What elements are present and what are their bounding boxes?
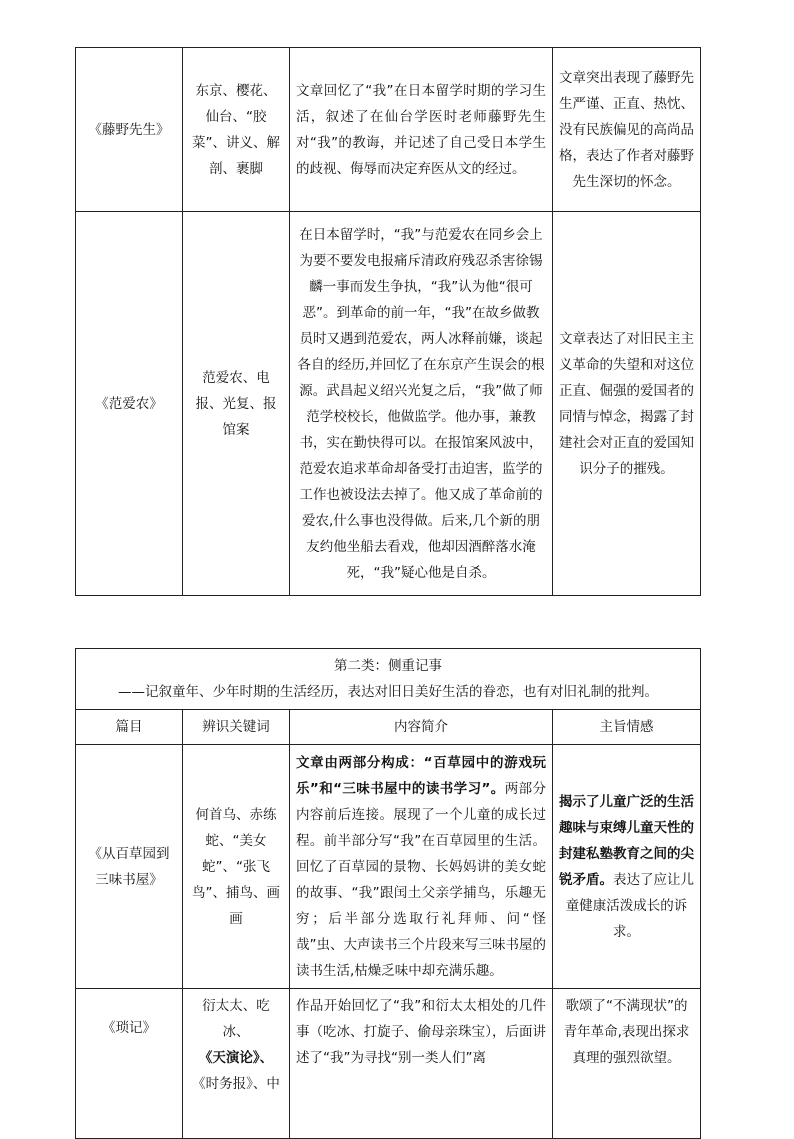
- keywords-cell: [183, 989, 290, 1139]
- theme-cell: [553, 745, 701, 989]
- theme-text: 表达了应让儿童健康活泼成长的诉求。: [565, 871, 694, 940]
- keyword-line: 衍太太、吃冰、: [202, 998, 270, 1040]
- theme-bold: 揭示了儿童广泛的生活趣味与束缚儿童天性的封建私塾教育之间的尖锐矛盾。: [559, 793, 694, 888]
- summary-cell: 文章回忆了“我”在日本留学时期的学习生活，叙述了在仙台学医时老师藤野先生对“我”的教诲，并记述了自己受日本学生的歧视、侮辱而决定弃医从文的经过。: [290, 48, 553, 212]
- work-title: 《琐记》: [76, 989, 183, 1139]
- category-row: [76, 649, 701, 710]
- table-row: [76, 48, 701, 212]
- theme-cell: 文章表达了对旧民主主义革命的失望和对这位正直、倔强的爱国者的同情与悼念，揭露了封建社会对正直的爱国知识分子的摧残。: [553, 212, 701, 596]
- work-title: 《藤野先生》: [76, 48, 183, 212]
- keywords-cell: 范爱农、电报、光复、报馆案: [183, 212, 290, 596]
- work-title: 《范爱农》: [76, 212, 183, 596]
- work-title: 《从百草园到三味书屋》: [76, 745, 183, 989]
- table-row: [76, 212, 701, 596]
- summary-cell: 在日本留学时，“我”与范爱农在同乡会上为要不要发电报痛斥清政府残忍杀害徐锡麟一事而发生争执，“我”认为他“很可恶”。到革命的前一年，“我”在故乡做教员时又遇到范爱农，两人冰释前嫌，谈起各自的经历,并回忆了在东京产生误会的根源。武昌起义绍兴光复之后，“我”做了师范学校校长，他做监学。他办事，兼教书，实在勤快得可以。在报馆案风波中，范爱农追求革命却备受打击迫害，监学的工作也被设法去掉了。他又成了革命前的爱农,什么事也没得做。后来,几个新的朋友约他坐船去看戏，他却因酒醉落水淹死，“我”疑心他是自杀。: [290, 212, 553, 596]
- theme-cell: 文章突出表现了藤野先生严谨、正直、热忱、没有民族偏见的高尚品格，表达了作者对藤野先生深切的怀念。: [553, 48, 701, 212]
- category-subtitle: ——记叙童年、少年时期的生活经历，表达对旧日美好生活的眷恋，也有对旧礼制的批判。: [118, 684, 658, 700]
- summary-bold: 文章由两部分构成：“百草园中的游戏玩乐”和“三味书屋中的读书学习”。: [296, 754, 546, 797]
- table-row: [76, 989, 701, 1139]
- summary-cell: 作品开始回忆了“我”和衍太太相处的几件事（吃冰、打旋子、偷母亲珠宝），后面讲述了“我”为寻找“别一类人们”离: [290, 989, 553, 1139]
- header-cell: 篇目: [76, 710, 183, 745]
- keyword-line: 《时务报》、中: [192, 1076, 280, 1092]
- header-cell: 内容简介: [290, 710, 553, 745]
- category-title: 第二类：侧重记事: [334, 658, 442, 674]
- summary-cell: [290, 745, 553, 989]
- theme-cell: 歌颂了“不满现状”的青年革命,表现出探求真理的强烈欲望。: [553, 989, 701, 1139]
- keyword-line: 《天演论》、: [198, 1050, 274, 1066]
- header-cell: 辨识关键词: [183, 710, 290, 745]
- header-row: [76, 710, 701, 745]
- keywords-cell: 东京、樱花、仙台、“胶菜”、讲义、解剖、裹脚: [183, 48, 290, 212]
- works-table-2: [75, 648, 701, 1139]
- header-cell: 主旨情感: [553, 710, 701, 745]
- summary-text: 两部分内容前后连接。展现了一个儿童的成长过程。前半部分写“我”在百草园里的生活。回忆了百草园的景物、长妈妈讲的美女蛇的故事、“我”跟闰土父亲学捕鸟，乐趣无穷；后半部分选取行礼拜师、问“怪哉”虫、大声读书三个片段来写三味书屋的读书生活,枯燥乏味中却充满乐趣。: [296, 780, 547, 979]
- table-row: [76, 745, 701, 989]
- works-table-1: [75, 47, 701, 596]
- keywords-cell: 何首乌、赤练蛇、“美女蛇”、“张飞鸟”、捕鸟、画画: [183, 745, 290, 989]
